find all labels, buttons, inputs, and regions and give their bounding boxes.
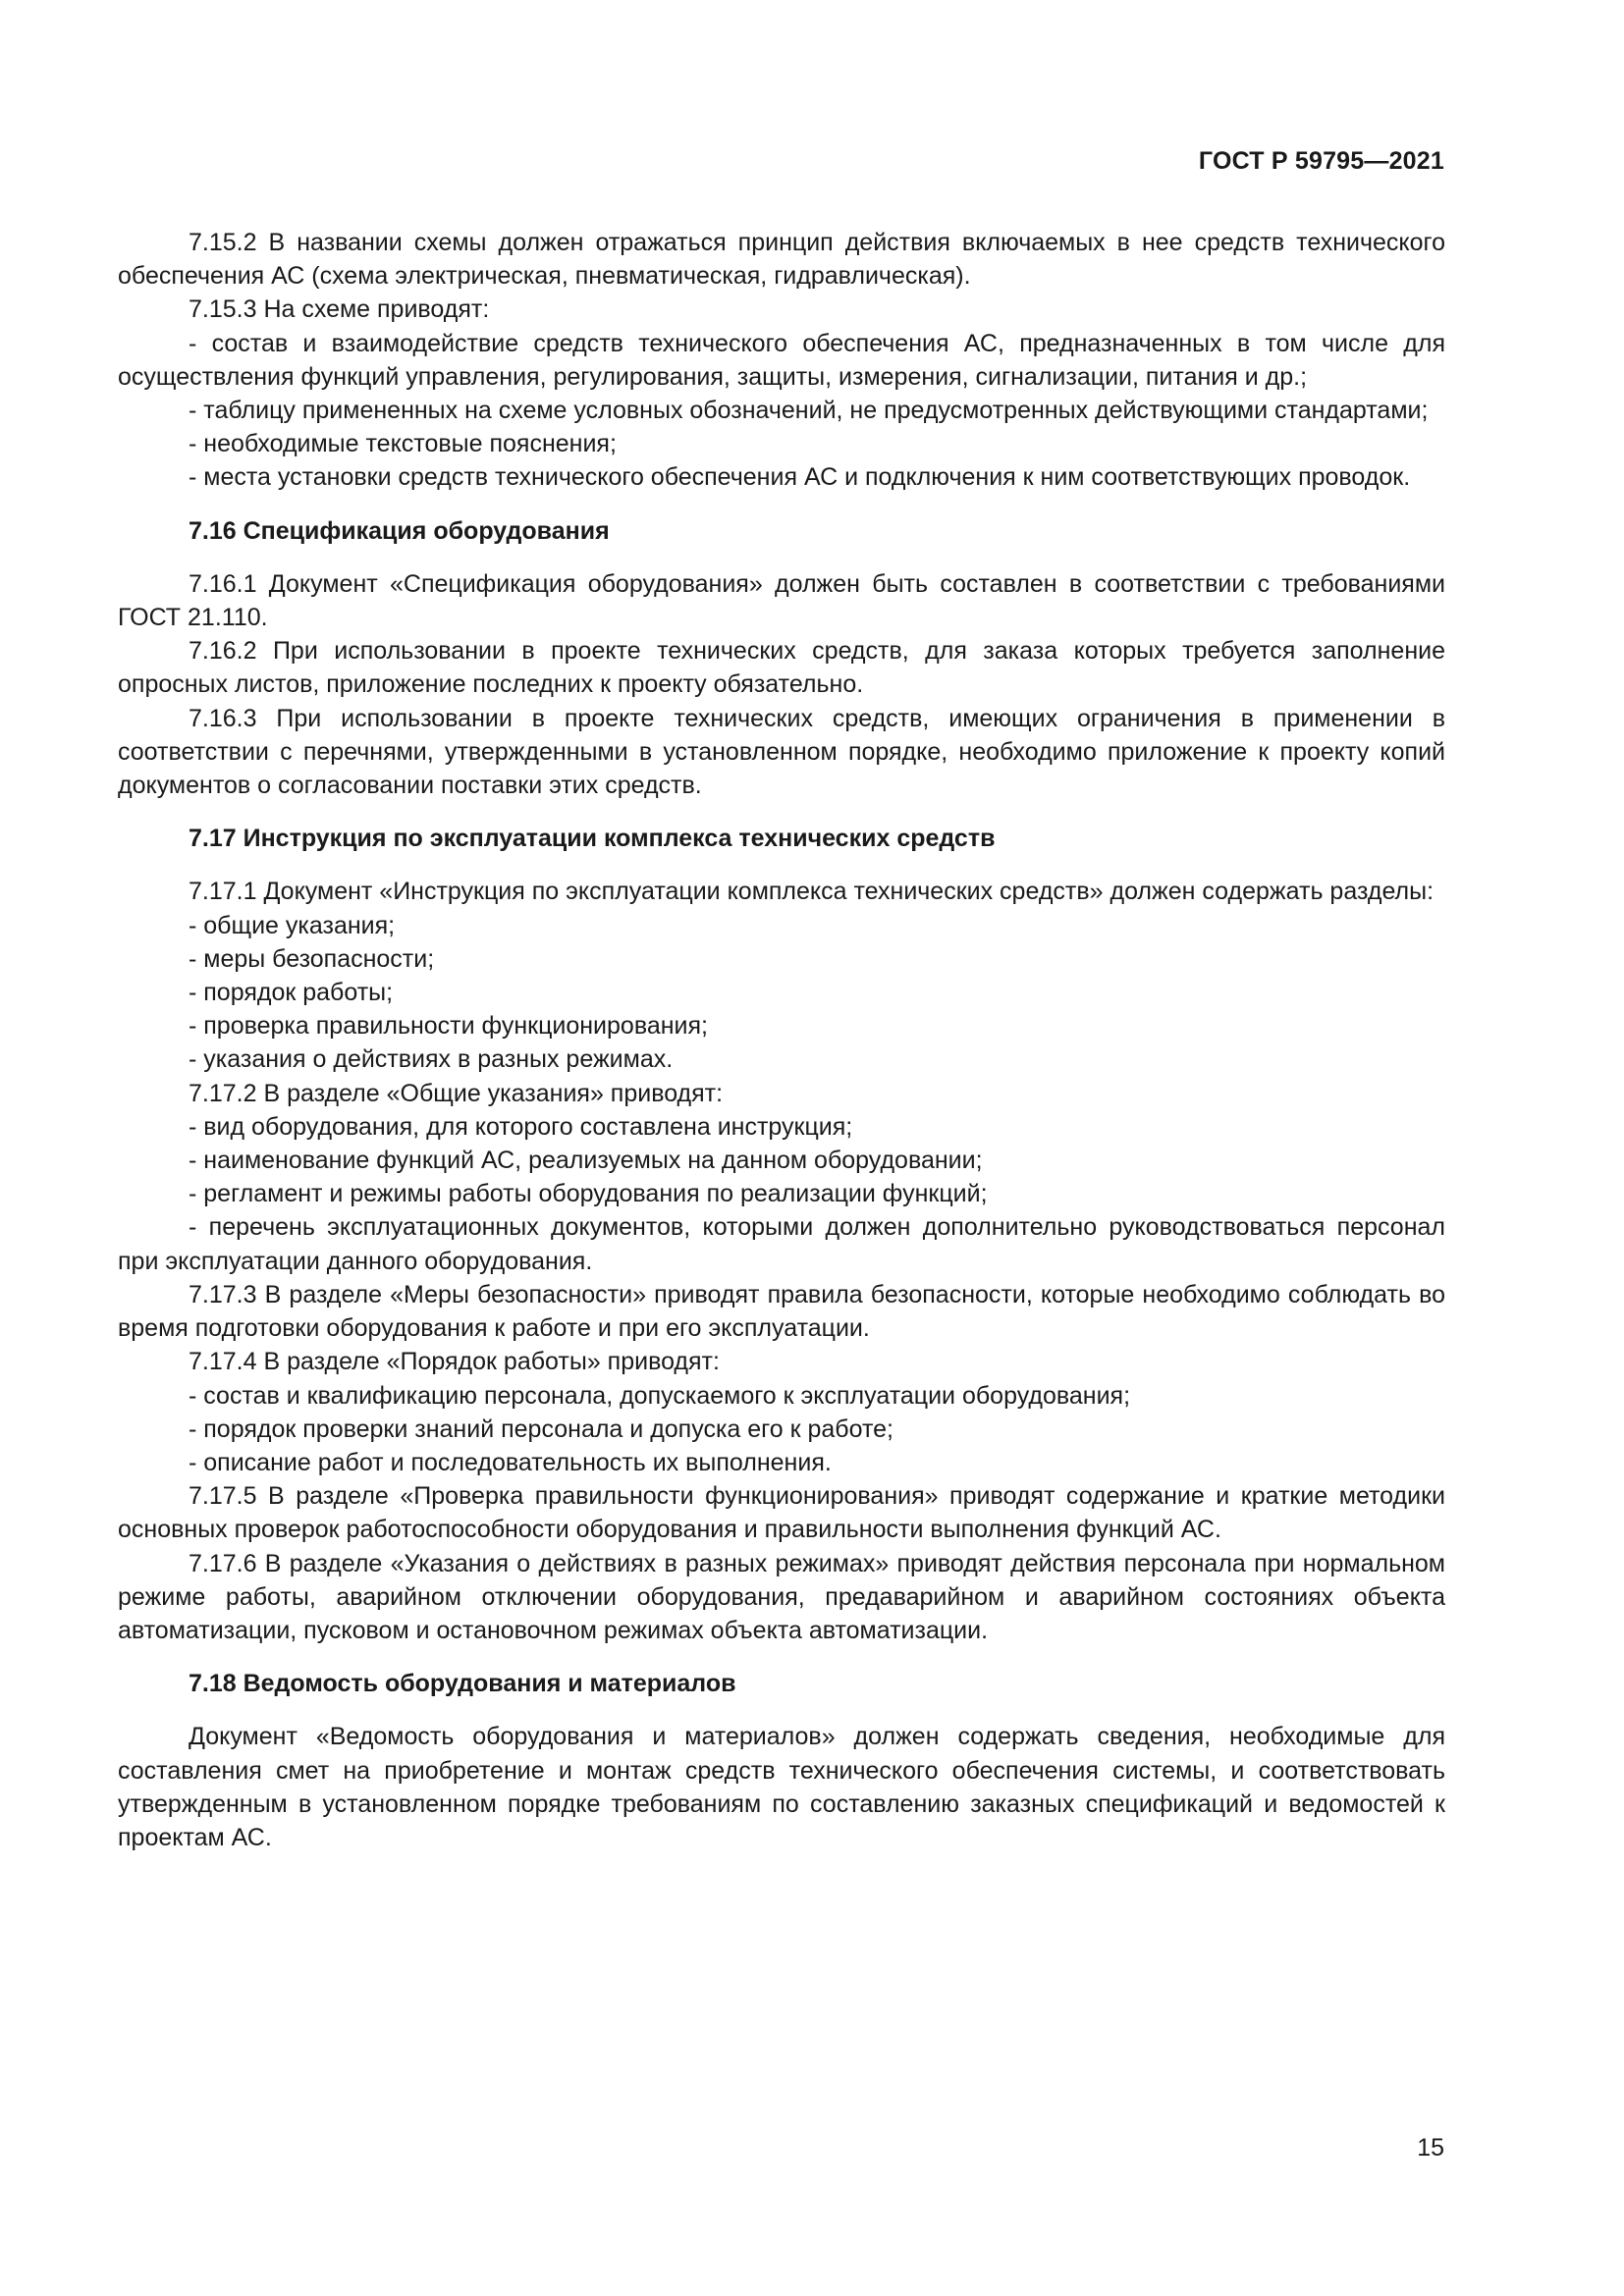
list-item: - указания о действиях в разных режимах. [189, 1045, 674, 1074]
list-item: - вид оборудования, для которого составлена инструкция; [189, 1112, 853, 1141]
list-item: - порядок работы; [189, 979, 394, 1007]
paragraph-7-17-6: 7.17.6 В разделе «Указания о действиях в разных режимах» приводят действия персонала при нормальном режиме работы, аварийном отключении оборудования, предаварийном и аварийном состояниях объекта автоматизации, пусковом и остановочном режимах объекта автоматизации. [118, 1549, 1445, 1644]
list-item: - описание работ и последовательность их выполнения. [189, 1448, 832, 1476]
list-item: - проверка правильности функционирования; [189, 1012, 708, 1041]
paragraph-7-17-5: 7.17.5 В разделе «Проверка правильности функционирования» приводят содержание и краткие методики основных проверок работоспособности оборудования и правильности выполнения функций АС. [118, 1482, 1445, 1544]
paragraph-7-16-3: 7.16.3 При использовании в проекте технических средств, имеющих ограничения в применении в соответствии с перечнями, утвержденными в установленном порядке, необходимо приложение к проекту копий документов о согласовании поставки этих средств. [118, 704, 1445, 800]
list-item: - порядок проверки знаний персонала и допуска его к работе; [189, 1415, 893, 1443]
list-item: - состав и квалификацию персонала, допускаемого к эксплуатации оборудования; [189, 1381, 1131, 1410]
paragraph-7-17-3: 7.17.3 В разделе «Меры безопасности» приводят правила безопасности, которые необходимо соблюдать во время подготовки оборудования к работе и при его эксплуатации. [118, 1280, 1445, 1343]
list-item: - состав и взаимодействие средств технического обеспечения АС, предназначенных в том числе для осуществления функций управления, регулирования, защиты, измерения, сигнализации, питания и др.; [118, 329, 1445, 391]
section-heading-7-18: 7.18 Ведомость оборудования и материалов [189, 1670, 736, 1698]
paragraph-7-16-2: 7.16.2 При использовании в проекте технических средств, для заказа которых требуется заполнение опросных листов, приложение последних к проекту обязательно. [118, 637, 1445, 699]
paragraph-7-15-3: 7.15.3 На схеме приводят: [189, 295, 490, 324]
paragraph-7-17-1: 7.17.1 Документ «Инструкция по эксплуатации комплекса технических средств» должен содержать разделы: [189, 878, 1435, 906]
list-item: - меры безопасности; [189, 944, 435, 973]
list-item: - наименование функций АС, реализуемых на данном оборудовании; [189, 1147, 983, 1175]
list-item: - необходимые текстовые пояснения; [189, 430, 617, 458]
document-body [118, 226, 1445, 1854]
paragraph-7-17-2: 7.17.2 В разделе «Общие указания» приводят: [189, 1079, 724, 1107]
page-number: 15 [1417, 2134, 1444, 2162]
paragraph-7-18: Документ «Ведомость оборудования и материалов» должен содержать сведения, необходимые для составления смет на приобретение и монтаж средств технического обеспечения системы, и соответствовать утвержденным в установленном порядке требованиям по составлению заказных спецификаций и ведомостей к проектам АС. [118, 1723, 1445, 1851]
list-item: - места установки средств технического обеспечения АС и подключения к ним соответствующих проводок. [189, 463, 1411, 492]
paragraph-7-17-4: 7.17.4 В разделе «Порядок работы» приводят: [189, 1348, 720, 1376]
list-item: - регламент и режимы работы оборудования по реализации функций; [189, 1180, 988, 1208]
document-header-code: ГОСТ Р 59795—2021 [1198, 147, 1444, 175]
list-item: - общие указания; [189, 911, 396, 939]
section-heading-7-16: 7.16 Спецификация оборудования [189, 516, 610, 545]
list-item: - перечень эксплуатационных документов, которыми должен дополнительно руководствоваться персонал при эксплуатации данного оборудования. [118, 1213, 1445, 1275]
paragraph-7-16-1: 7.16.1 Документ «Спецификация оборудования» должен быть составлен в соответствии с требованиями ГОСТ 21.110. [118, 569, 1445, 632]
section-heading-7-17: 7.17 Инструкция по эксплуатации комплекса технических средств [189, 825, 996, 853]
paragraph-7-15-2: 7.15.2 В названии схемы должен отражаться принцип действия включаемых в нее средств технического обеспечения АС (схема электрическая, пневматическая, гидравлическая). [118, 229, 1445, 291]
list-item: - таблицу примененных на схеме условных обозначений, не предусмотренных действующими стандартами; [189, 397, 1429, 425]
